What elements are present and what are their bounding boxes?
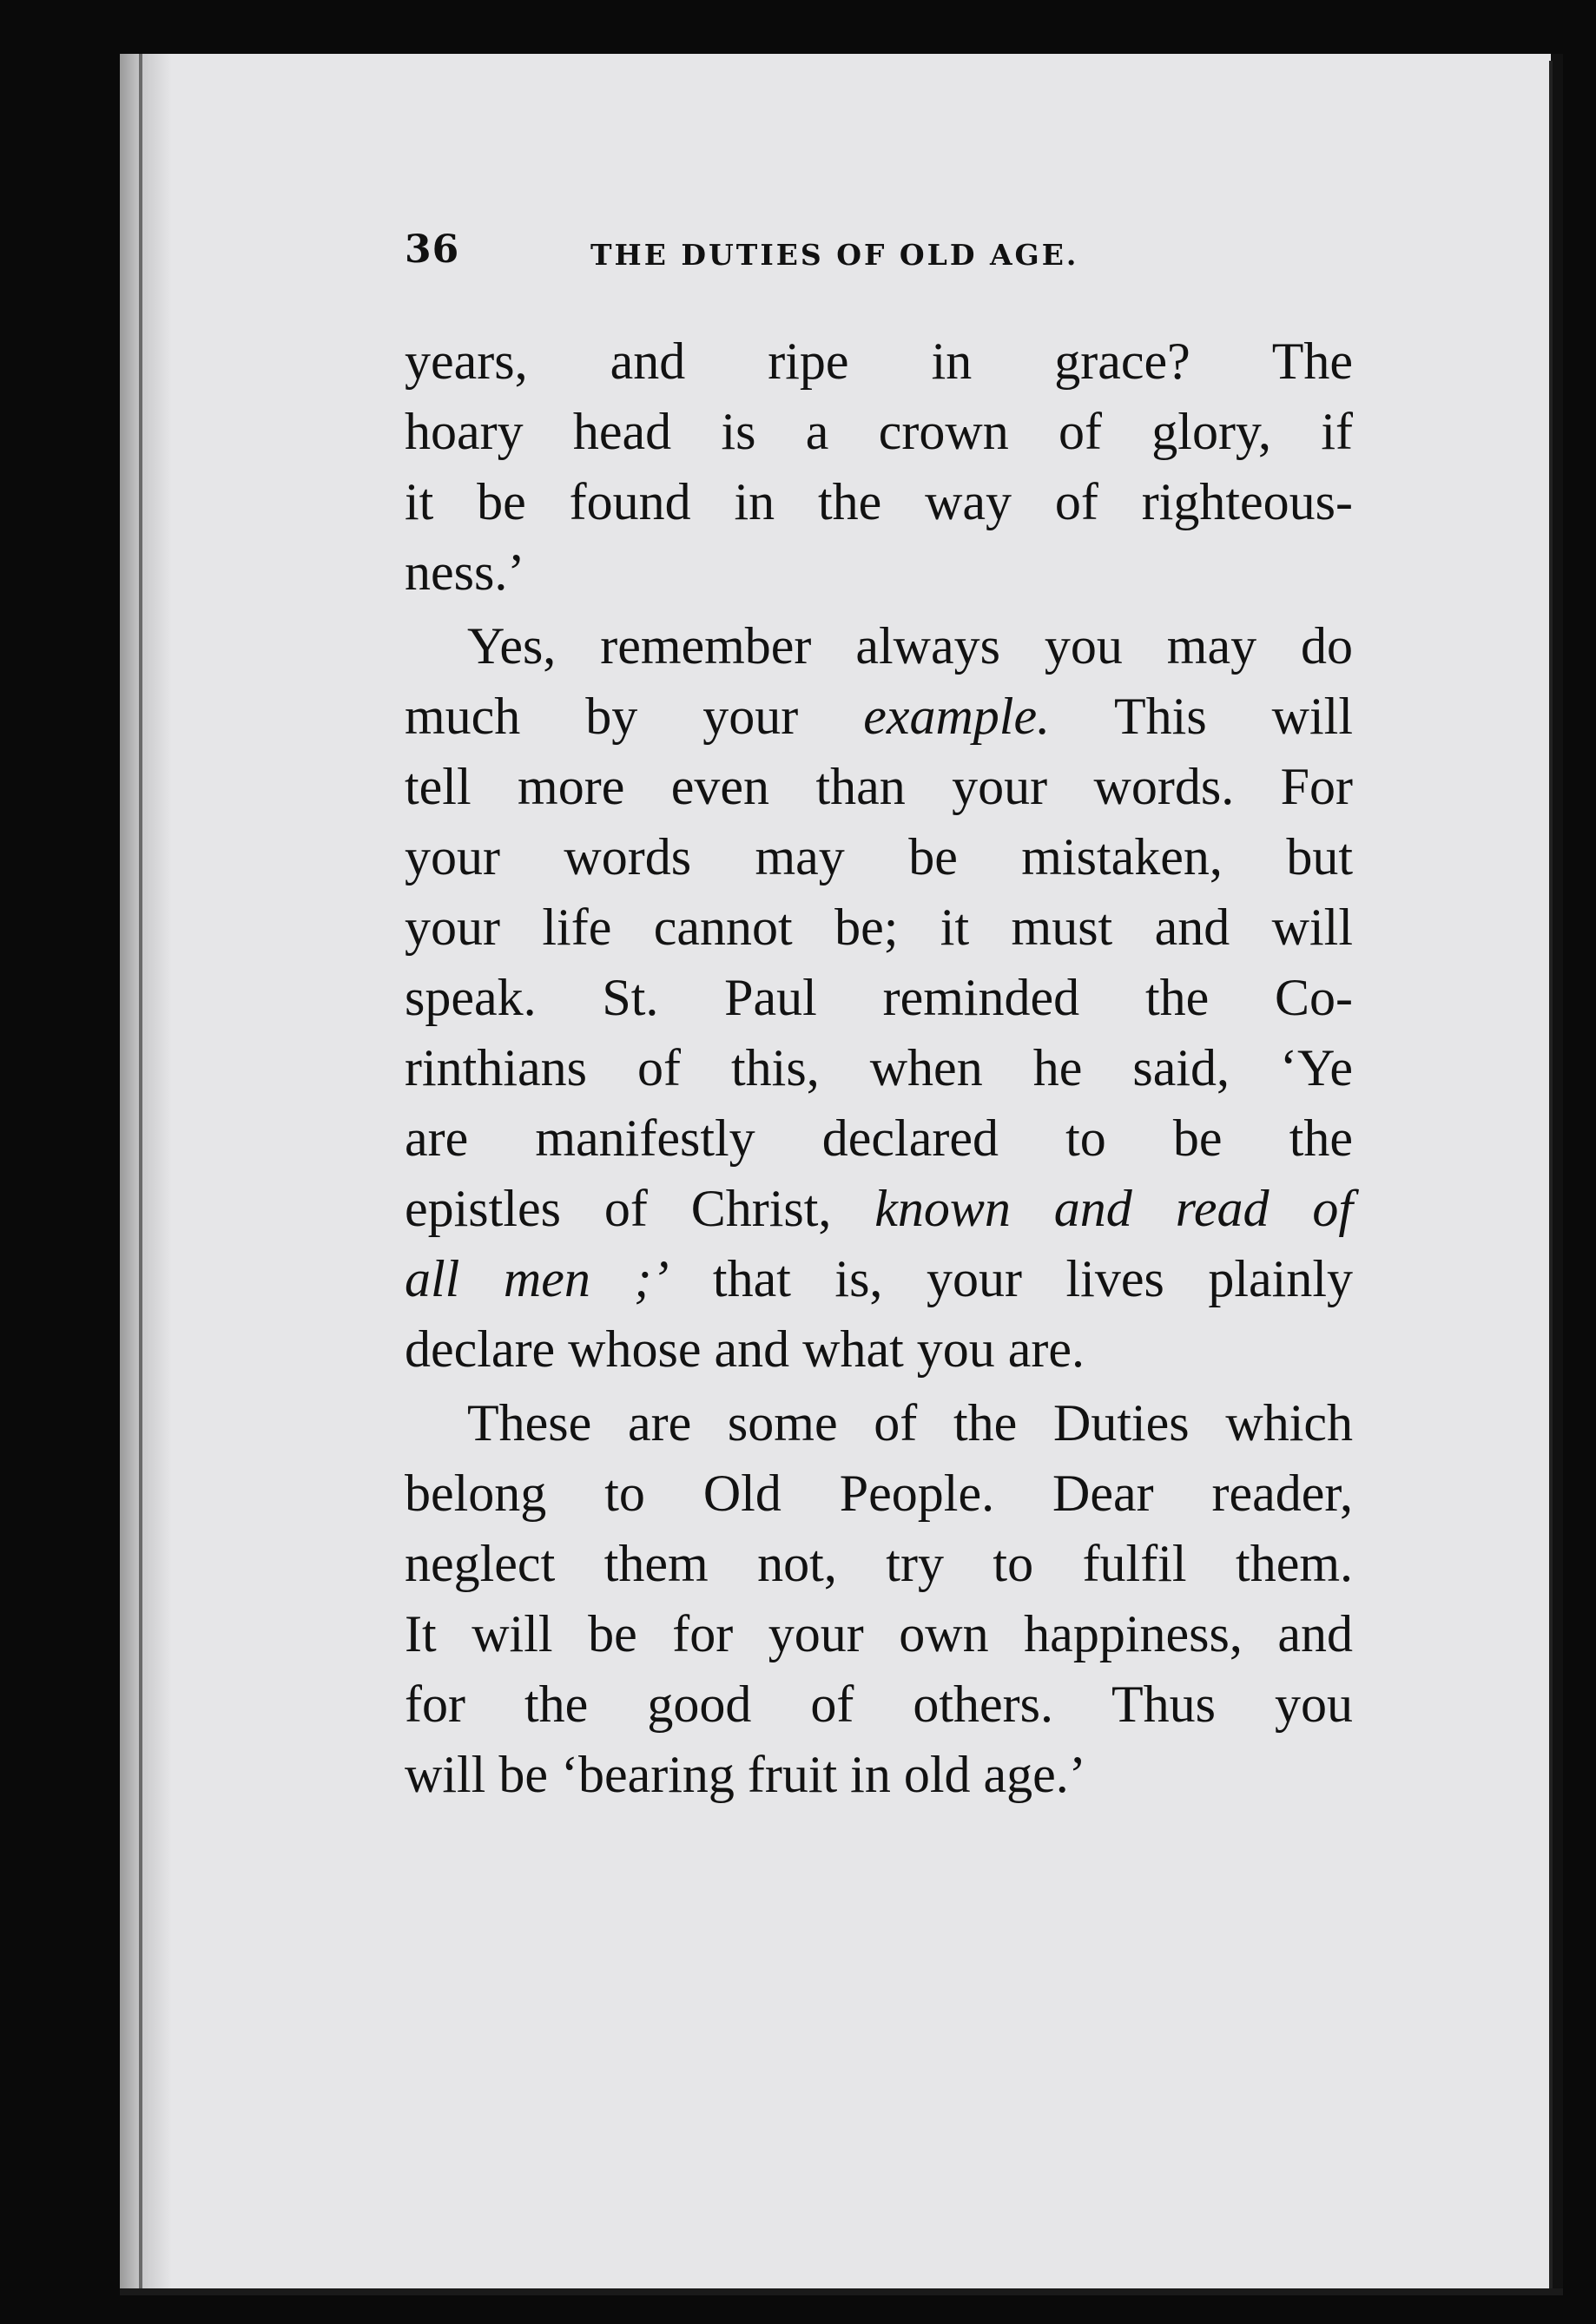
text-line: These are some of the Duties which (467, 1394, 1353, 1452)
text-line: will be ‘bearing fruit in old age.’ (405, 1746, 1086, 1803)
page-number: 36 (405, 227, 460, 272)
text-run: that is, your lives plainly (669, 1250, 1354, 1307)
italic-text: known and read of (874, 1180, 1353, 1237)
text-line (405, 681, 1353, 752)
text-line: tell more even than your words. For (405, 758, 1353, 815)
text-line (405, 1174, 1353, 1244)
text-line: belong to Old People. Dear reader, (405, 1465, 1353, 1522)
text-line: declare whose and what you are. (405, 1320, 1085, 1378)
text-run: This will (1050, 688, 1354, 745)
text-line: It will be for your own happiness, and (405, 1605, 1353, 1662)
text-line: hoary head is a crown of glory, if (405, 403, 1353, 460)
body-text (405, 326, 1353, 1810)
text-line: for the good of others. Thus you (405, 1676, 1353, 1733)
text-line: rinthians of this, when he said, ‘Ye (405, 1039, 1353, 1096)
text-run: much by your (405, 688, 864, 745)
text-line: years, and ripe in grace? The (405, 332, 1353, 390)
text-line: speak. St. Paul reminded the Co- (405, 969, 1353, 1026)
italic-text: all men ;’ (405, 1250, 669, 1307)
page-bottom-edge (120, 2288, 1563, 2295)
running-title: THE DUTIES OF OLD AGE. (590, 238, 1079, 272)
text-line: are manifestly declared to be the (405, 1109, 1353, 1167)
page-right-rule (1549, 61, 1553, 2292)
binding-edge (139, 54, 142, 2295)
text-line (405, 1244, 1353, 1314)
text-run: epistles of Christ, (405, 1180, 875, 1237)
text-line: your words may be mistaken, but (405, 828, 1353, 885)
italic-text: example. (863, 688, 1051, 745)
running-head (405, 227, 1360, 280)
text-line: your life cannot be; it must and will (405, 899, 1353, 956)
page-right-edge (1551, 54, 1563, 2295)
binding-shadow (120, 54, 172, 2295)
text-line: neglect them not, try to fulfil them. (405, 1535, 1353, 1592)
text-line: ness.’ (405, 543, 525, 601)
text-line: it be found in the way of righteous- (405, 473, 1353, 530)
text-line: Yes, remember always you may do (467, 617, 1353, 675)
